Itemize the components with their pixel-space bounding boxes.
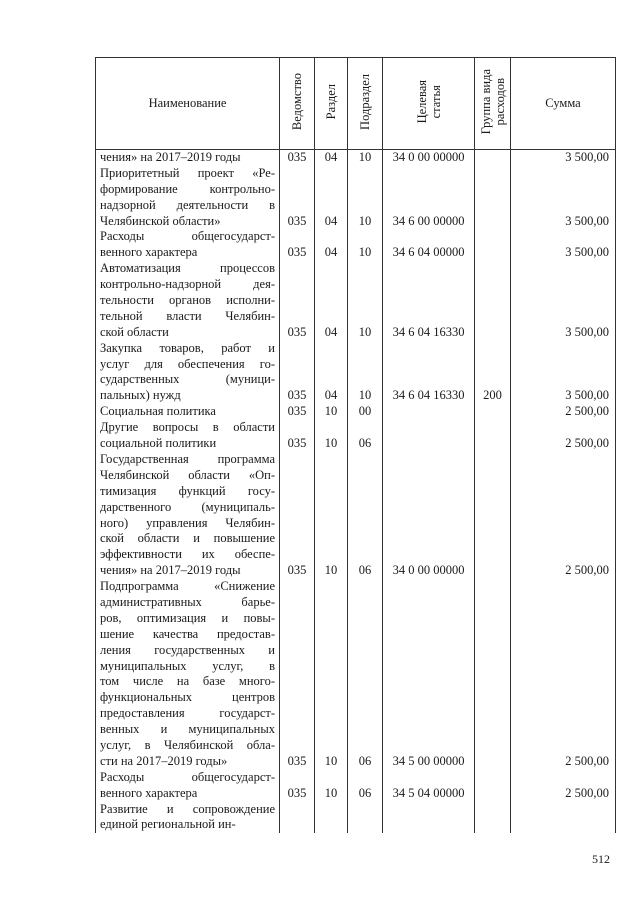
row-section: 04 — [315, 150, 348, 166]
row-section: 10 — [315, 404, 348, 420]
row-name-line: тельности органов исполни- — [100, 293, 275, 308]
row-sum: 3 500,00 — [511, 261, 616, 340]
row-name-line: тельной власти Челябин- — [100, 308, 275, 323]
row-target: 34 6 04 16330 — [383, 341, 475, 405]
row-dept: 035 — [280, 229, 315, 261]
row-target: 34 6 00 00000 — [383, 166, 475, 230]
row-section: 04 — [315, 341, 348, 405]
row-name-line: социальной политики — [100, 436, 217, 451]
row-group — [475, 150, 511, 166]
row-name — [96, 341, 280, 405]
row-subsection: 06 — [348, 770, 383, 802]
row-target: 34 6 04 16330 — [383, 261, 475, 340]
row-name-line: том числе на базе много- — [100, 674, 275, 689]
table-row — [96, 420, 616, 452]
header-section: Раздел — [315, 58, 348, 150]
row-name — [96, 150, 280, 166]
row-name-line: Автоматизация процессов — [100, 261, 275, 276]
row-name — [96, 420, 280, 452]
table-body — [96, 150, 616, 834]
table-row — [96, 229, 616, 261]
row-target: 34 5 04 00000 — [383, 770, 475, 802]
row-section: 04 — [315, 229, 348, 261]
row-dept: 035 — [280, 150, 315, 166]
table-row — [96, 150, 616, 166]
row-name — [96, 404, 280, 420]
row-name-line: Расходы общегосударст- — [100, 229, 275, 244]
row-section: 04 — [315, 261, 348, 340]
row-name-line: ров, оптимизация и повы- — [100, 610, 275, 625]
row-name-line: единой региональной ин- — [100, 817, 236, 832]
header-group: Группа вида расходов — [475, 58, 511, 150]
row-target — [383, 802, 475, 834]
row-sum: 2 500,00 — [511, 770, 616, 802]
row-target: 34 6 04 00000 — [383, 229, 475, 261]
row-subsection: 10 — [348, 341, 383, 405]
row-name-line: муниципальных услуг, в — [100, 658, 275, 673]
row-dept: 035 — [280, 579, 315, 770]
row-target — [383, 404, 475, 420]
row-name-line: чения» на 2017–2019 годы — [100, 563, 241, 578]
row-name-line: контрольно-надзорной дея- — [100, 277, 275, 292]
row-group — [475, 452, 511, 579]
row-name-line: услуг для обеспечения го- — [100, 356, 275, 371]
row-name-line: ской области — [100, 324, 169, 339]
row-group — [475, 166, 511, 230]
row-section: 04 — [315, 166, 348, 230]
row-subsection: 06 — [348, 420, 383, 452]
table-row — [96, 802, 616, 834]
table-header-row — [96, 58, 616, 150]
row-name-line: эффективности их обеспе- — [100, 547, 275, 562]
row-dept: 035 — [280, 404, 315, 420]
row-name-line: ления государственных и — [100, 642, 275, 657]
row-name-line: чения» на 2017–2019 годы — [100, 150, 241, 164]
row-sum: 3 500,00 — [511, 150, 616, 166]
row-name-line: дарственного (муниципаль- — [100, 499, 275, 514]
row-dept: 035 — [280, 770, 315, 802]
row-subsection: 00 — [348, 404, 383, 420]
row-name-line: Приоритетный проект «Ре- — [100, 165, 275, 180]
row-section: 10 — [315, 420, 348, 452]
row-name — [96, 802, 280, 834]
row-name — [96, 579, 280, 770]
row-dept — [280, 802, 315, 834]
row-name — [96, 261, 280, 340]
header-dept: Ведомство — [280, 58, 315, 150]
header-sum: Сумма — [511, 58, 616, 150]
table-row — [96, 579, 616, 770]
row-name — [96, 166, 280, 230]
row-name-line: Челябинской области «Оп- — [100, 467, 275, 482]
row-subsection: 10 — [348, 261, 383, 340]
row-name — [96, 452, 280, 579]
row-dept: 035 — [280, 452, 315, 579]
row-name-line: Государственная программа — [100, 451, 275, 466]
row-name-line: административных барье- — [100, 594, 275, 609]
row-name-line: пальных) нужд — [100, 388, 181, 403]
table-row — [96, 404, 616, 420]
row-name-line: шение качества предостав- — [100, 626, 275, 641]
row-name-line: ного) управления Челябин- — [100, 515, 275, 530]
row-name-line: функциональных центров — [100, 690, 275, 705]
row-target — [383, 420, 475, 452]
header-target: Целевая статья — [383, 58, 475, 150]
row-sum: 2 500,00 — [511, 420, 616, 452]
row-group — [475, 404, 511, 420]
row-name-line: Расходы общегосударст- — [100, 769, 275, 784]
row-section: 10 — [315, 770, 348, 802]
row-name-line: Челябинской области» — [100, 213, 221, 228]
row-name-line: Другие вопросы в области — [100, 420, 275, 435]
budget-table — [95, 57, 616, 833]
row-dept: 035 — [280, 166, 315, 230]
row-section: 10 — [315, 579, 348, 770]
row-target: 34 0 00 00000 — [383, 150, 475, 166]
row-name-line: венного характера — [100, 785, 198, 800]
row-sum: 2 500,00 — [511, 452, 616, 579]
row-subsection: 10 — [348, 166, 383, 230]
row-name-line: Подпрограмма «Снижение — [100, 579, 275, 594]
row-group — [475, 579, 511, 770]
row-group — [475, 261, 511, 340]
row-name-line: сударственных (муници- — [100, 372, 275, 387]
row-name-line: предоставления государст- — [100, 706, 275, 721]
row-name-line: Закупка товаров, работ и — [100, 340, 275, 355]
row-dept: 035 — [280, 261, 315, 340]
row-name-line: венного характера — [100, 245, 198, 260]
row-name — [96, 770, 280, 802]
row-name-line: услуг, в Челябинской обла- — [100, 737, 275, 752]
row-subsection: 10 — [348, 150, 383, 166]
header-subsection: Подраздел — [348, 58, 383, 150]
row-name — [96, 229, 280, 261]
table-row — [96, 166, 616, 230]
row-group — [475, 802, 511, 834]
row-subsection: 06 — [348, 452, 383, 579]
row-dept: 035 — [280, 420, 315, 452]
row-group: 200 — [475, 341, 511, 405]
row-sum — [511, 802, 616, 834]
table-row — [96, 770, 616, 802]
page-number: 512 — [592, 852, 610, 866]
table-row — [96, 452, 616, 579]
row-name-line: надзорной деятельности в — [100, 197, 275, 212]
row-sum: 3 500,00 — [511, 166, 616, 230]
row-name-line: венных и муниципальных — [100, 722, 275, 737]
row-group — [475, 420, 511, 452]
row-sum: 3 500,00 — [511, 341, 616, 405]
row-target: 34 5 00 00000 — [383, 579, 475, 770]
row-group — [475, 770, 511, 802]
table-row — [96, 341, 616, 405]
budget-table-container — [95, 57, 615, 845]
row-name-line: тимизация функций госу- — [100, 483, 275, 498]
table-row — [96, 261, 616, 340]
row-group — [475, 229, 511, 261]
row-name-line: Развитие и сопровождение — [100, 801, 275, 816]
row-subsection — [348, 802, 383, 834]
row-subsection: 06 — [348, 579, 383, 770]
row-target: 34 0 00 00000 — [383, 452, 475, 579]
header-name: Наименование — [96, 58, 280, 150]
row-subsection: 10 — [348, 229, 383, 261]
row-name-line: формирование контрольно- — [100, 181, 275, 196]
row-section: 10 — [315, 452, 348, 579]
row-name-line: ской области и повышение — [100, 531, 275, 546]
row-sum: 3 500,00 — [511, 229, 616, 261]
row-dept: 035 — [280, 341, 315, 405]
row-sum: 2 500,00 — [511, 579, 616, 770]
row-name-line: Социальная политика — [100, 404, 216, 419]
row-sum: 2 500,00 — [511, 404, 616, 420]
row-section — [315, 802, 348, 834]
row-name-line: сти на 2017–2019 годы» — [100, 753, 228, 768]
